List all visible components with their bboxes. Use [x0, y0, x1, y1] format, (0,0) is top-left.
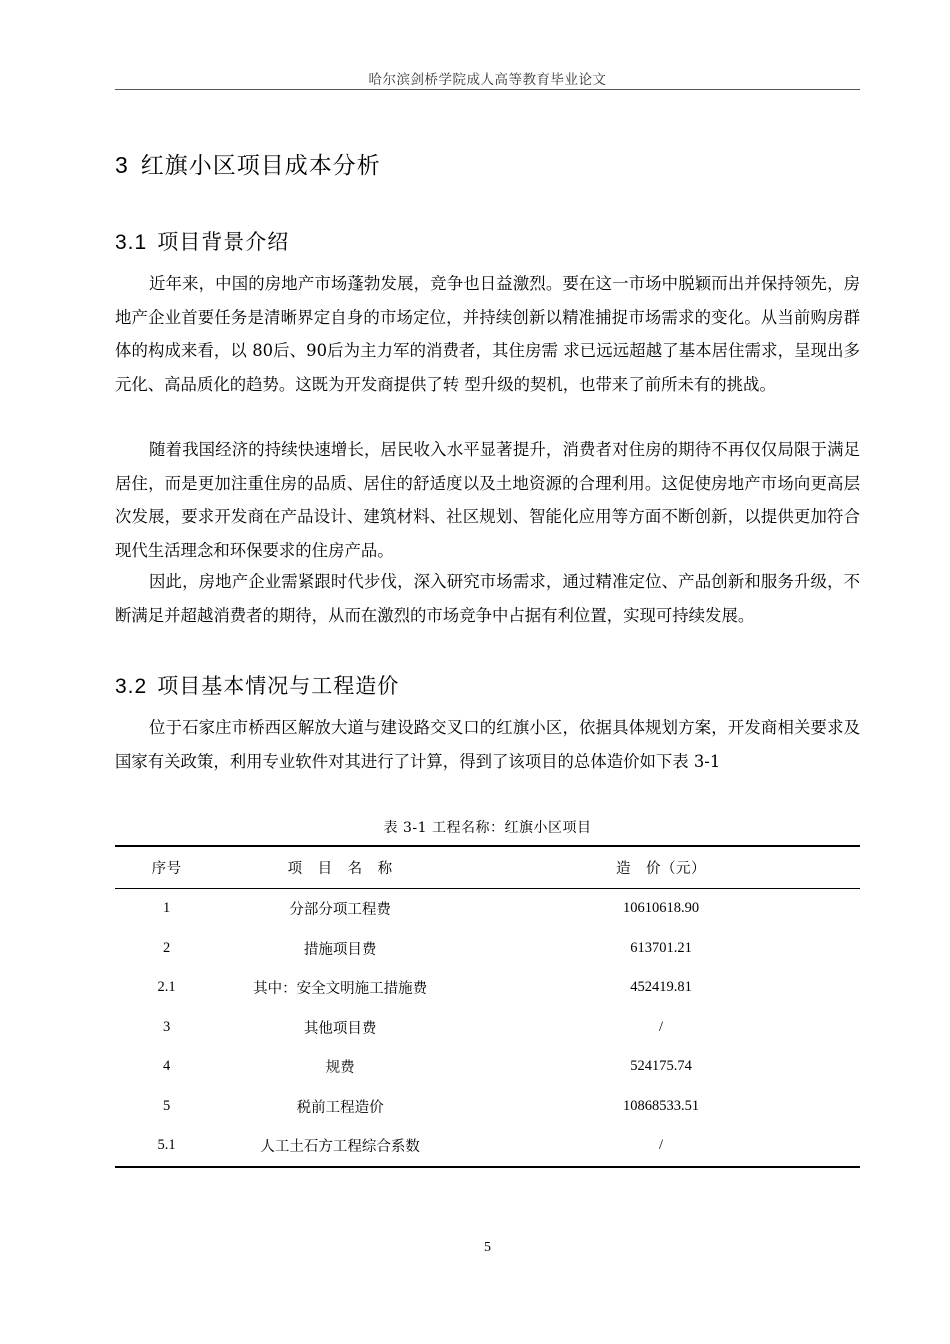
cost-table: [115, 845, 860, 1168]
table-cell: 分部分项工程费: [289, 902, 391, 919]
table-row: [115, 929, 860, 969]
table-cell: 10610618.90: [622, 900, 700, 917]
page-number: 5: [484, 1240, 491, 1255]
table-cell: 10868533.51: [622, 1097, 700, 1114]
paragraph: 因此，房地产企业需紧跟时代步伐，深入研究市场需求，通过精准定位、产品创新和服务升级，不断满足并超越消费者的期待，从而在激烈的市场竞争中占据有利位置，实现可持续发展。: [115, 572, 860, 625]
column-header: 项 目 名 称: [218, 846, 462, 889]
table-cell: /: [659, 1018, 664, 1035]
section-heading-3-1: [115, 226, 289, 256]
table-cell: 措施项目费: [303, 941, 377, 958]
table-cell: 613701.21: [630, 939, 692, 956]
table-cell: 2.1: [157, 979, 176, 996]
table-row: [115, 1126, 860, 1167]
table-cell: 3: [162, 1018, 171, 1035]
section-title: 项目基本情况与工程造价: [157, 674, 400, 698]
chapter-heading: [115, 147, 381, 180]
table-row: [115, 968, 860, 1008]
table-row: [115, 1008, 860, 1048]
table-caption: 表 3-1 工程名称：红旗小区项目: [383, 820, 592, 836]
section-number: 3.1: [115, 231, 148, 254]
table-cell: 税前工程造价: [296, 1099, 384, 1116]
table-cell: 其他项目费: [303, 1020, 377, 1037]
table-row: [115, 1087, 860, 1127]
paragraph: 位于石家庄市桥西区解放大道与建设路交叉口的红旗小区，依据具体规划方案，开发商相关要求及国家有关政策，利用专业软件对其进行了计算，得到了该项目的总体造价如下表 3-1: [115, 718, 860, 771]
table-cell: 5: [162, 1097, 171, 1114]
table-cell: 5.1: [115, 1126, 218, 1167]
table-cell: 452419.81: [630, 979, 692, 996]
section-heading-3-2: [115, 670, 399, 700]
section-title: 项目背景介绍: [157, 230, 290, 254]
chapter-title: 红旗小区项目成本分析: [140, 153, 381, 179]
column-header: 造 价（元）: [462, 846, 860, 889]
paragraph: 随着我国经济的持续快速增长，居民收入水平显著提升，消费者对住房的期待不再仅仅局限于满足居住，而是更加注重住房的品质、居住的舒适度以及土地资源的合理利用。这促使房地产市场向更高层次发展，要求开发商在产品设计、建筑材料、社区规划、智能化应用等方面不断创新，以提供更加符合现代生活理念和环保要求的住房产品。: [115, 440, 860, 560]
table-cell: 1: [162, 900, 171, 917]
table-cell: 2: [162, 939, 171, 956]
column-header: 序号: [115, 846, 218, 889]
table-cell: /: [462, 1126, 860, 1167]
paragraph: 近年来，中国的房地产市场蓬勃发展，竞争也日益激烈。要在这一市场中脱颖而出并保持领先，房地产企业首要任务是清晰界定自身的市场定位，并持续创新以精准捕捉市场需求的变化。从当前购房群体的构成来看，以 80后、90后为主力军的消费者，其住房需 求已远远超越了基本居住需求，呈现出多元化、高品质化的趋势。这既为开发商提供了转 型升级的契机，也带来了前所未有的挑战。: [115, 274, 860, 394]
table-cell: 524175.74: [630, 1058, 692, 1075]
table-row: [115, 889, 860, 929]
section-number: 3.2: [115, 675, 148, 698]
header-divider: [115, 89, 860, 90]
chapter-number: 3: [115, 152, 129, 178]
table-cell: 4: [162, 1058, 171, 1075]
table-header-row: [115, 846, 860, 889]
table-row: [115, 1047, 860, 1087]
table-cell: 人工土石方工程综合系数: [218, 1126, 462, 1167]
running-header: 哈尔滨剑桥学院成人高等教育毕业论文: [368, 72, 607, 88]
table-cell: 其中：安全文明施工措施费: [253, 981, 428, 998]
table-cell: 规费: [325, 1060, 355, 1077]
